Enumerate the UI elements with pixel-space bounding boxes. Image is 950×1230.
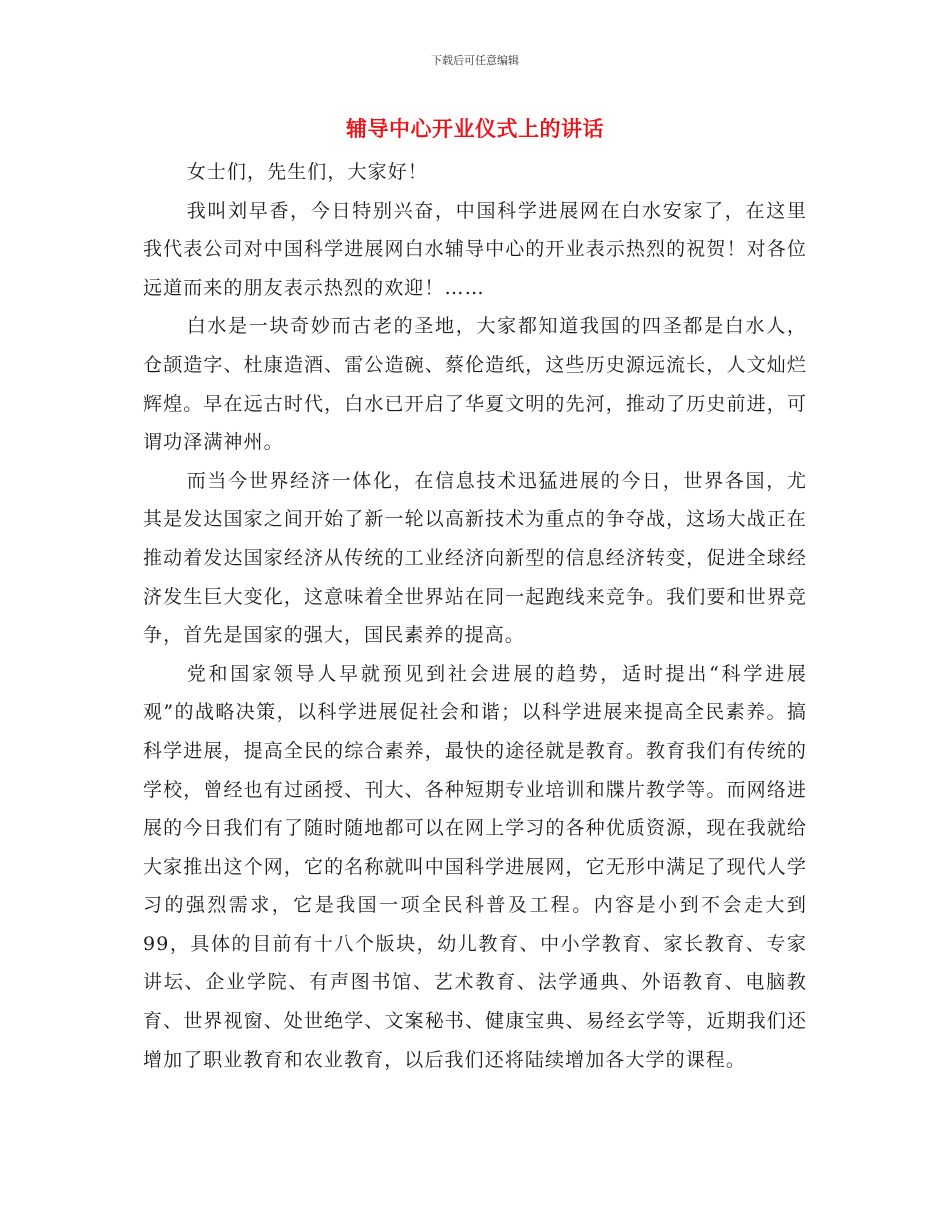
page-header-note: 下载后可任意编辑 <box>431 54 519 67</box>
document-body <box>143 153 807 1079</box>
paragraph-science-education: 党和国家领导人早就预见到社会进展的趋势，适时提出“科学进展观”的战略决策，以科学进展促社会和谐；以科学进展来提高全民素养。搞科学进展，提高全民的综合素养，最快的途径就是教育。教育我们有传统的学校，曾经也有过函授、刊大、各种短期专业培训和牒片教学等。而网络进展的今日我们有了随时随地都可以在网上学习的各种优质资源，现在我就给大家推出这个网，它的名称就叫中国科学进展网，它无形中满足了现代人学习的强烈需求，它是我国一项全民科普及工程。内容是小到不会走大到99，具体的目前有十八个版块，幼儿教育、中小学教育、家长教育、专家讲坛、企业学院、有声图书馆、艺术教育、法学通典、外语教育、电脑教育、世界视窗、处世绝学、文案秘书、健康宝典、易经玄学等，近期我们还增加了职业教育和农业教育，以后我们还将陆续增加各大学的课程。 <box>143 662 807 1071</box>
paragraph-baishui-history: 白水是一块奇妙而古老的圣地，大家都知道我国的四圣都是白水人，仓颉造字、杜康造酒、雷公造碗、蔡伦造纸，这些历史源远流长，人文灿烂辉煌。早在远古时代，白水已开启了华夏文明的先河，推动了历史前进，可谓功泽满神州。 <box>143 315 807 454</box>
paragraph-introduction: 我叫刘早香，今日特别兴奋，中国科学进展网在白水安家了，在这里我代表公司对中国科学进展网白水辅导中心的开业表示热烈的祝贺！对各位远道而来的朋友表示热烈的欢迎！…… <box>143 199 807 299</box>
paragraph-greeting: 女士们，先生们，大家好！ <box>186 161 428 183</box>
document-title: 辅导中心开业仪式上的讲话 <box>346 116 604 141</box>
paragraph-world-economy: 而当今世界经济一体化，在信息技术迅猛进展的今日，世界各国，尤其是发达国家之间开始了新一轮以高新技术为重点的争夺战，这场大战正在推动着发达国家经济从传统的工业经济向新型的信息经济转变，促进全球经济发生巨大变化，这意味着全世界站在同一起跑线来竞争。我们要和世界竞争，首先是国家的强大，国民素养的提高。 <box>143 469 807 647</box>
